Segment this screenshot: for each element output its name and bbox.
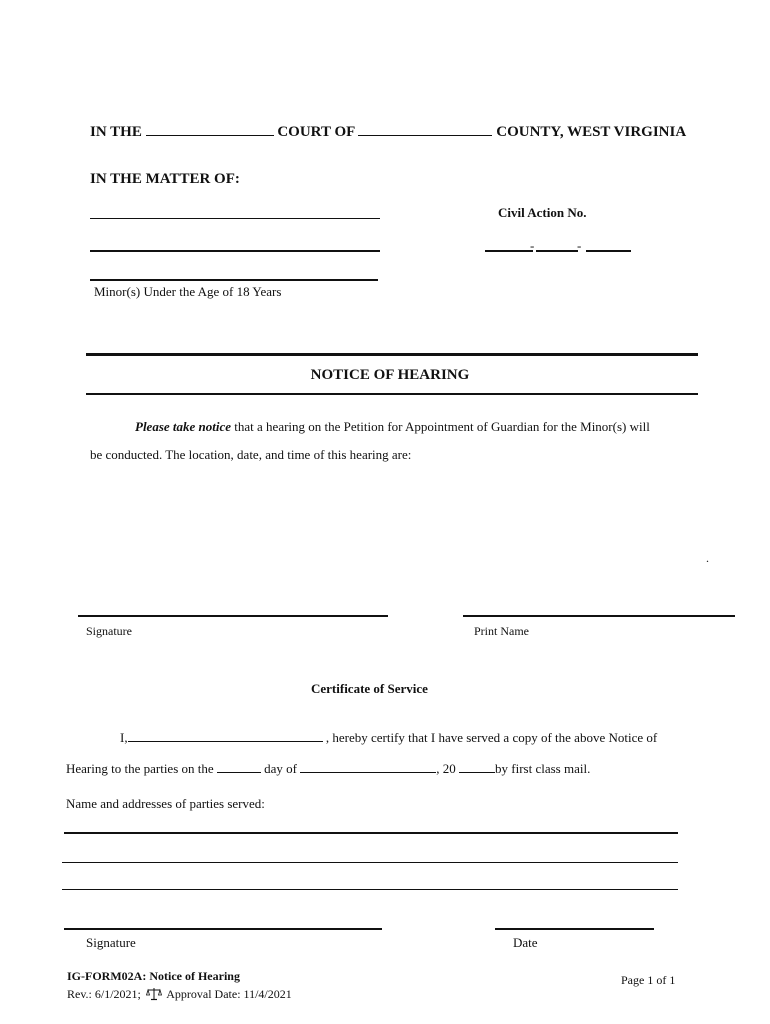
court-header [90,123,686,141]
notice-line1-rest: that a hearing on the Petition for Appointment of Guardian for the Minor(s) will [234,419,650,434]
matter-label: IN THE MATTER OF: [90,171,240,187]
notice-paragraph-line-2: be conducted. The location, date, and time of this hearing are: [90,447,412,462]
civil-action-label: Civil Action No. [498,205,587,220]
print-name-line[interactable] [463,615,735,617]
court-name-blank[interactable] [146,123,274,136]
parties-label: Name and addresses of parties served: [66,796,265,811]
county-name-blank[interactable] [358,123,492,136]
certifier-name-blank[interactable] [128,729,323,742]
parties-line-2[interactable] [62,862,678,863]
cert-signature-label: Signature [86,935,136,950]
notice-title: NOTICE OF HEARING [310,367,470,383]
matter-name-line-2[interactable] [90,250,380,252]
in-the-text: IN THE [90,124,142,140]
civil-action-number-blank[interactable] [586,250,631,252]
approval-text: Approval Date: 11/4/2021 [166,987,292,1001]
cert-date-line[interactable] [495,928,654,930]
page-number: Page 1 of 1 [621,973,676,987]
parties-line-3[interactable] [62,889,678,890]
year-blank[interactable] [459,760,495,773]
parties-line-1[interactable] [64,832,678,834]
cert-signature-line[interactable] [64,928,382,930]
county-state-text: COUNTY, WEST VIRGINIA [496,124,687,140]
day-of-text: day of [264,761,298,776]
stray-mark: . [706,551,709,565]
notice-paragraph-line-1 [135,419,650,435]
certificate-title: Certificate of Service [311,681,428,696]
rev-text: Rev.: 6/1/2021; [67,987,141,1001]
mail-text: by first class mail. [495,761,591,776]
court-of-text: COURT OF [277,124,355,140]
cert-date-label: Date [513,935,538,950]
i-prefix: I, [120,730,128,745]
certify-line [120,729,657,746]
certify-text: , hereby certify that I have served a copy of the above Notice of [325,730,658,745]
notice-top-rule [86,353,698,356]
minors-label: Minor(s) Under the Age of 18 Years [94,284,282,299]
hearing-prefix: Hearing to the parties on the [66,761,214,776]
dash-1: - [530,238,535,253]
hearing-date-line [66,760,590,777]
civil-action-year-blank[interactable] [485,250,533,252]
form-id: IG-FORM02A: Notice of Hearing [67,969,240,983]
signature-label: Signature [86,624,132,638]
matter-name-line-3[interactable] [90,279,378,281]
scales-of-justice-icon [146,987,162,1005]
dash-2: - [577,238,582,253]
month-blank[interactable] [300,760,436,773]
civil-action-type-blank[interactable] [536,250,578,252]
notice-emphasis: Please take notice [135,419,232,434]
day-blank[interactable] [217,760,261,773]
comma-20-text: , 20 [436,761,456,776]
revision-line [67,987,292,1005]
signature-line[interactable] [78,615,388,617]
notice-bottom-rule [86,393,698,395]
print-name-label: Print Name [474,624,529,638]
matter-name-line-1[interactable] [90,218,380,219]
